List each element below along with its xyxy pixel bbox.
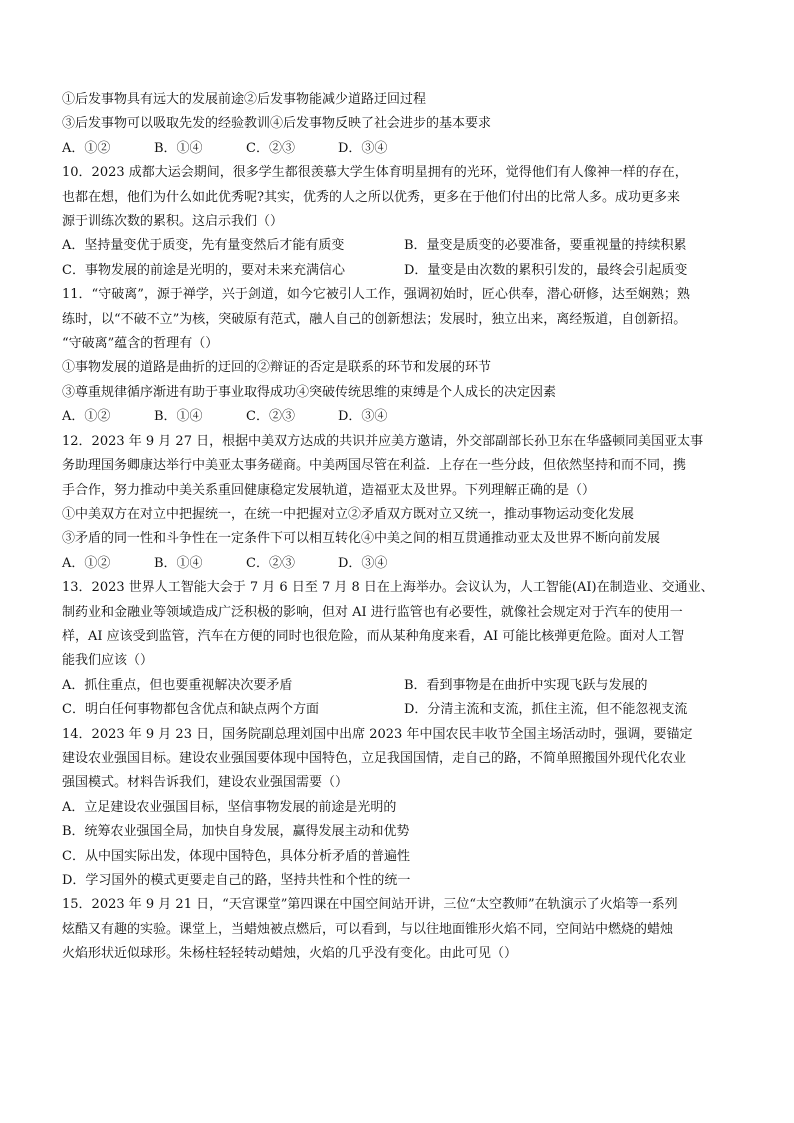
q9-option-b: B．①④ (154, 140, 203, 156)
q12-choice-line-1: ①中美双方在对立中把握统一，在统一中把握对立②矛盾双方既对立又统一，推动事物运动变化发展 (62, 506, 635, 522)
q13-stem-line-1: 13．2023 世界人工智能大会于 7 月 6 日至 7 月 8 日在上海举办。会议认为，人工智能(AI)在制造业、交通业、 (62, 580, 714, 596)
q10-option-c: C．事物发展的前途是光明的，要对未来充满信心 (62, 262, 345, 278)
q11-option-d: D．③④ (338, 409, 388, 425)
q13-option-d: D．分清主流和支流，抓住主流，但不能忽视支流 (404, 702, 688, 718)
q10-option-a: A．坚持量变优于质变，先有量变然后才能有质变 (62, 238, 345, 254)
q11-option-b: B．①④ (154, 409, 203, 425)
q13-stem-line-3: 样，AI 应该受到监管，汽车在方便的同时也很危险，而从某种角度来看，AI 可能比核弹更危险。面对人工智 (62, 628, 685, 644)
q9-choice-line-2: ③后发事物可以吸取先发的经验教训④后发事物反映了社会进步的基本要求 (62, 116, 492, 132)
q14-option-d: D．学习国外的模式更要走自己的路，坚持共性和个性的统一 (62, 873, 411, 888)
q11-stem-line-3: “守破离”蕴含的哲理有（） (62, 336, 219, 352)
q14-stem-line-2: 建设农业强国目标。建设农业强国要体现中国特色，立足我国国情，走自己的路，不简单照搬国外现代化农业 (62, 750, 687, 766)
q12-stem-line-2: 务助理国务卿康达举行中美亚太事务磋商。中美两国尽管在利益．上存在一些分歧，但依然坚持和而不同，携 (62, 458, 687, 474)
q9-option-a: A．①② (62, 140, 111, 156)
q9-choice-line-1: ①后发事物具有远大的发展前途②后发事物能减少道路迂回过程 (62, 92, 427, 107)
q15-stem-line-1: 15．2023 年 9 月 21 日，“天宫课堂”第四课在中国空间站开讲，三位“太空教师”在轨演示了火焰等一系列 (62, 897, 678, 913)
q15-stem-line-3: 火焰形状近似球形。朱杨柱轻轻转动蜡烛，火焰的几乎没有变化。由此可见（） (62, 946, 518, 962)
q13-option-b: B．看到事物是在曲折中实现飞跃与发展的 (404, 677, 648, 693)
q12-stem-line-1: 12．2023 年 9 月 27 日，根据中美双方达成的共识并应美方邀请，外交部副部长孙卫东在华盛顿同美国亚太事 (62, 433, 704, 449)
q11-choice-line-2: ③尊重规律循序渐进有助于事业取得成功④突破传统思维的束缚是个人成长的决定因素 (62, 384, 557, 400)
q13-options-row-2 (62, 698, 742, 722)
q12-option-b: B．①④ (154, 555, 203, 571)
q14-option-b: B．统筹农业强国全局，加快自身发展，赢得发展主动和优势 (62, 824, 410, 840)
q12-options (62, 552, 742, 576)
q13-option-a: A．抓住重点，但也要重视解决次要矛盾 (62, 677, 293, 693)
q11-options (62, 405, 742, 429)
q12-choice-line-2: ③矛盾的同一性和斗争性在一定条件下可以相互转化④中美之间的相互贯通推动亚太及世界不断向前发展 (62, 531, 661, 547)
q10-option-d: D．量变是由次数的累积引发的，最终会引起质变 (404, 262, 688, 278)
q14-stem-line-1: 14．2023 年 9 月 23 日，国务院副总理刘国中出席 2023 年中国农民丰收节全国主场活动时，强调，要锚定 (62, 726, 693, 742)
q10-stem-line-3: 源于训练次数的累积。这启示我们（） (62, 214, 284, 230)
exam-content (62, 88, 742, 967)
q10-options-row-1 (62, 234, 742, 258)
q13-stem-line-4: 能我们应该（） (62, 653, 154, 669)
q9-options (62, 137, 742, 161)
q12-stem-line-3: 手合作，努力推动中美关系重回健康稳定发展轨道，造福亚太及世界。下列理解正确的是（） (62, 482, 596, 498)
q9-option-c: C．②③ (246, 140, 295, 156)
q9-option-d: D．③④ (338, 140, 388, 156)
q13-option-c: C．明白任何事物都包含优点和缺点两个方面 (62, 702, 319, 718)
q14-option-c: C．从中国实际出发，体现中国特色，具体分析矛盾的普遍性 (62, 848, 410, 864)
q14-stem-line-3: 强国模式。材料告诉我们，建设农业强国需要（） (62, 775, 349, 791)
q12-option-d: D．③④ (338, 555, 388, 571)
q11-stem-line-1: 11．“守破离”，源于禅学，兴于剑道，如今它被引人工作，强调初始时，匠心供奉，潜心研修，达至娴熟；熟 (62, 287, 690, 303)
q14-option-a: A．立足建设农业强国目标，坚信事物发展的前途是光明的 (62, 799, 397, 815)
q10-option-b: B．量变是质变的必要准备，要重视量的持续积累 (404, 238, 687, 254)
q12-option-c: C．②③ (246, 555, 295, 571)
q11-choice-line-1: ①事物发展的道路是曲折的迂回的②辩证的否定是联系的环节和发展的环节 (62, 360, 492, 376)
q10-stem-line-1: 10．2023 成都大运会期间，很多学生都很羡慕大学生体育明星拥有的光环，觉得他们有人像神一样的存在， (62, 165, 688, 181)
q12-option-a: A．①② (62, 555, 111, 571)
q13-options-row-1 (62, 674, 742, 698)
q11-option-c: C．②③ (246, 409, 295, 425)
q10-options-row-2 (62, 259, 742, 283)
q11-stem-line-2: 练时，以“不破不立”为核，突破原有范式，融人自己的创新想法；发展时，独立出来，离经叛道，自创新招。 (62, 311, 687, 327)
q10-stem-line-2: 也都在想，他们为什么如此优秀呢?其实，优秀的人之所以优秀，更多在于他们付出的比常人多。成功更多来 (62, 189, 680, 205)
q15-stem-line-2: 炫酷又有趣的实验。课堂上，当蜡烛被点燃后，可以看到，与以往地面锥形火焰不同，空间站中燃烧的蜡烛 (62, 921, 674, 937)
q13-stem-line-2: 制药业和金融业等领域造成广泛积极的影响，但对 AI 进行监管也有必要性，就像社会规定对于汽车的使用一 (62, 604, 683, 620)
q11-option-a: A．①② (62, 409, 111, 425)
